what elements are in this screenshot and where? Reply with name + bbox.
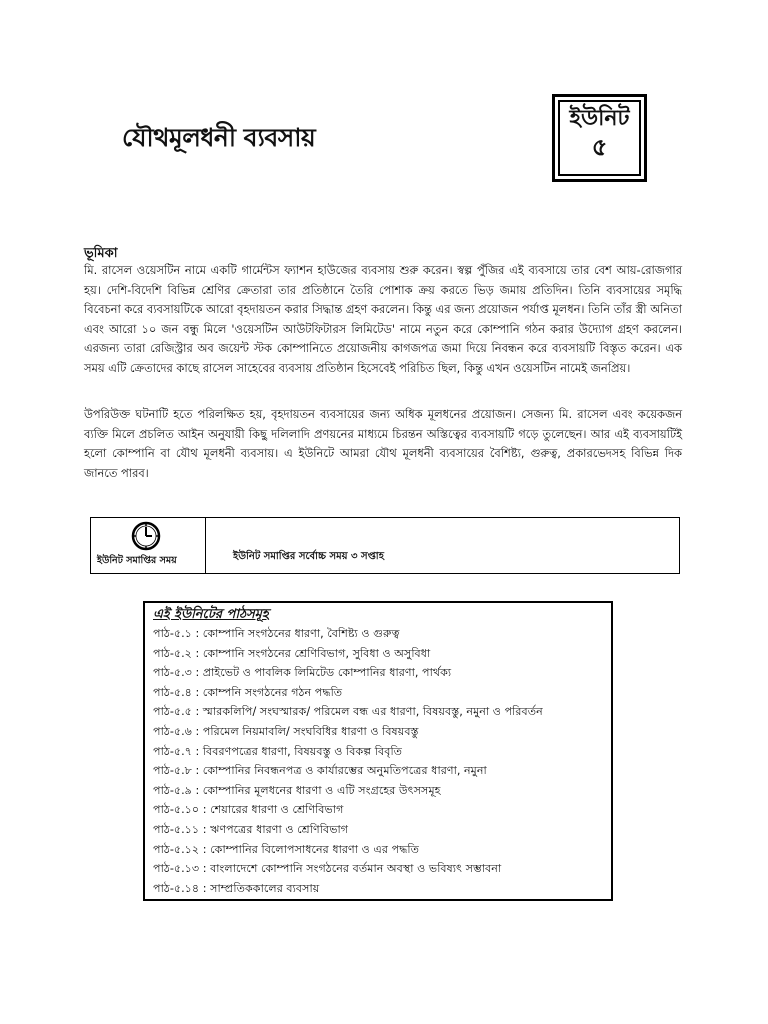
unit-time-box [90,517,680,574]
intro-paragraph-1: মি. রাসেল ওয়েসটিন নামে একটি গার্মেন্টস ফ্যাশন হাউজের ব্যবসায় শুরু করেন। স্বল্প পুঁজির এই ব্যবসায়ে তার বেশ আয়-রোজগার হয়। দেশি-বিদেশি বিভিন্ন শ্রেণির ক্রেতারা তার প্রতিষ্ঠানে তৈরি পোশাক ক্রয় করতে ভিড় জমায় প্রতিদিন। তিনি ব্যবসায়ের সমৃদ্ধি বিবেচনা করে ব্যবসায়টিকে আরো বৃহদায়তন করার সিদ্ধান্ত গ্রহণ করলেন। কিন্তু এর জন্য প্রয়োজন পর্যাপ্ত মূলধন। তিনি তাঁর স্ত্রী অনিতা এবং আরো ১০ জন বন্ধু মিলে 'ওয়েসটিন আউটফিটারস লিমিটেড' নামে নতুন করে কোম্পানি গঠন করার উদ্যোগ গ্রহণ করলেন। এরজন্য তারা রেজিস্ট্রার অব জয়েন্ট স্টক কোম্পানিতে প্রয়োজনীয় কাগজপত্র জমা দিয়ে নিবন্ধন করে ব্যবসায়টি বিস্তৃত করেন। এক সময় এটি ক্রেতাদের কাছে রাসেল সাহেবের ব্যবসায় প্রতিষ্ঠান হিসেবেই পরিচিত ছিল, কিন্তু এখন ওয়েসটিন নামেই জনপ্রিয়। [84,263,682,375]
unit-badge [552,94,647,182]
lessons-box [143,601,613,901]
time-text: ইউনিট সমাপ্তির সর্বোচ্চ সময় ৩ সপ্তাহ [233,551,384,562]
lesson-item: পাঠ-৫.৪ : কোম্পনি সংগঠনের গঠন পদ্ধতি [153,685,343,699]
page-title: যৌথমূলধনী ব্যবসায় [122,123,316,152]
lesson-item: পাঠ-৫.১৩ : বাংলাদেশে কোম্পানি সংগঠনের বর্তমান অবস্থা ও ভবিষ্যৎ সম্ভাবনা [153,862,502,876]
lesson-item: পাঠ-৫.১ : কোম্পানি সংগঠনের ধারণা, বৈশিষ্ট্য ও গুরুত্ব [153,627,400,640]
lesson-item: পাঠ-৫.৯ : কোম্পানির মূলধনের ধারণা ও এটি সংগ্রহের উৎসসমূহ [153,783,441,797]
clock-icon [131,521,161,551]
lessons-title: এই ইউনিটের পাঠসমূহ [153,607,269,622]
lesson-item: পাঠ-৫.৮ : কোম্পানির নিবন্ধনপত্র ও কার্যারম্ভের অনুমতিপত্রের ধারণা, নমুনা [153,764,487,778]
lesson-item: পাঠ-৫.৬ : পরিমেল নিয়মাবলি/ সংঘবিধির ধারণা ও বিষয়বস্তু [153,724,419,738]
lesson-item: পাঠ-৫.২ : কোম্পানি সংগঠনের শ্রেণিবিভাগ, সুবিধা ও অসুবিধা [153,646,431,660]
unit-label: ইউনিট [569,106,630,131]
lesson-item: পাঠ-৫.৩ : প্রাইভেট ও পাবলিক লিমিটেড কোম্পানির ধারণা, পার্থক্য [153,666,452,680]
intro-paragraph-2: উপরিউক্ত ঘটনাটি হতে পরিলক্ষিত হয়, বৃহদায়তন ব্যবসায়ের জন্য অধিক মূলধনের প্রয়োজন। সেজন্য মি. রাসেল এবং কয়েকজন ব্যক্তি মিলে প্রচলিত আইন অনুযায়ী কিছু দলিলাদি প্রণয়নের মাধ্যমে চিরন্তন অস্তিত্বের ব্যবসায়টি গড়ে তুলেছেন। আর এই ব্যবসায়টিই হলো কোম্পানি বা যৌথ মূলধনী ব্যবসায়। এ ইউনিটে আমরা যৌথ মূলধনী ব্যবসায়ের বৈশিষ্ট্য, গুরুত্ব, প্রকারভেদসহ বিভিন্ন দিক জানতে পারব। [84,407,682,480]
lesson-item: পাঠ-৫.১৪ : সাম্প্রতিককালের ব্যবসায় [153,881,320,895]
lesson-item: পাঠ-৫.১২ : কোম্পানির বিলোপসাধনের ধারণা ও এর পদ্ধতি [153,842,420,856]
lesson-item: পাঠ-৫.৫ : স্মারকলিপি/ সংঘস্মারক/ পরিমেল বন্ধ এর ধারণা, বিষয়বস্তু, নমুনা ও পরিবর্তন [153,705,543,719]
time-label: ইউনিট সমাপ্তির সময় [97,555,177,566]
lesson-item: পাঠ-৫.১১ : ঋণপত্রের ধারণা ও শ্রেণিবিভাগ [153,822,349,836]
intro-heading: ভূমিকা [84,246,118,261]
lesson-item: পাঠ-৫.১০ : শেয়ারের ধারণা ও শ্রেণিবিভাগ [153,803,344,817]
lesson-item: পাঠ-৫.৭ : বিবরণপত্রের ধারণা, বিষয়বস্তু ও বিকল্প বিবৃতি [153,744,403,758]
unit-number: ৫ [591,133,608,161]
time-icon-cell [91,518,206,573]
